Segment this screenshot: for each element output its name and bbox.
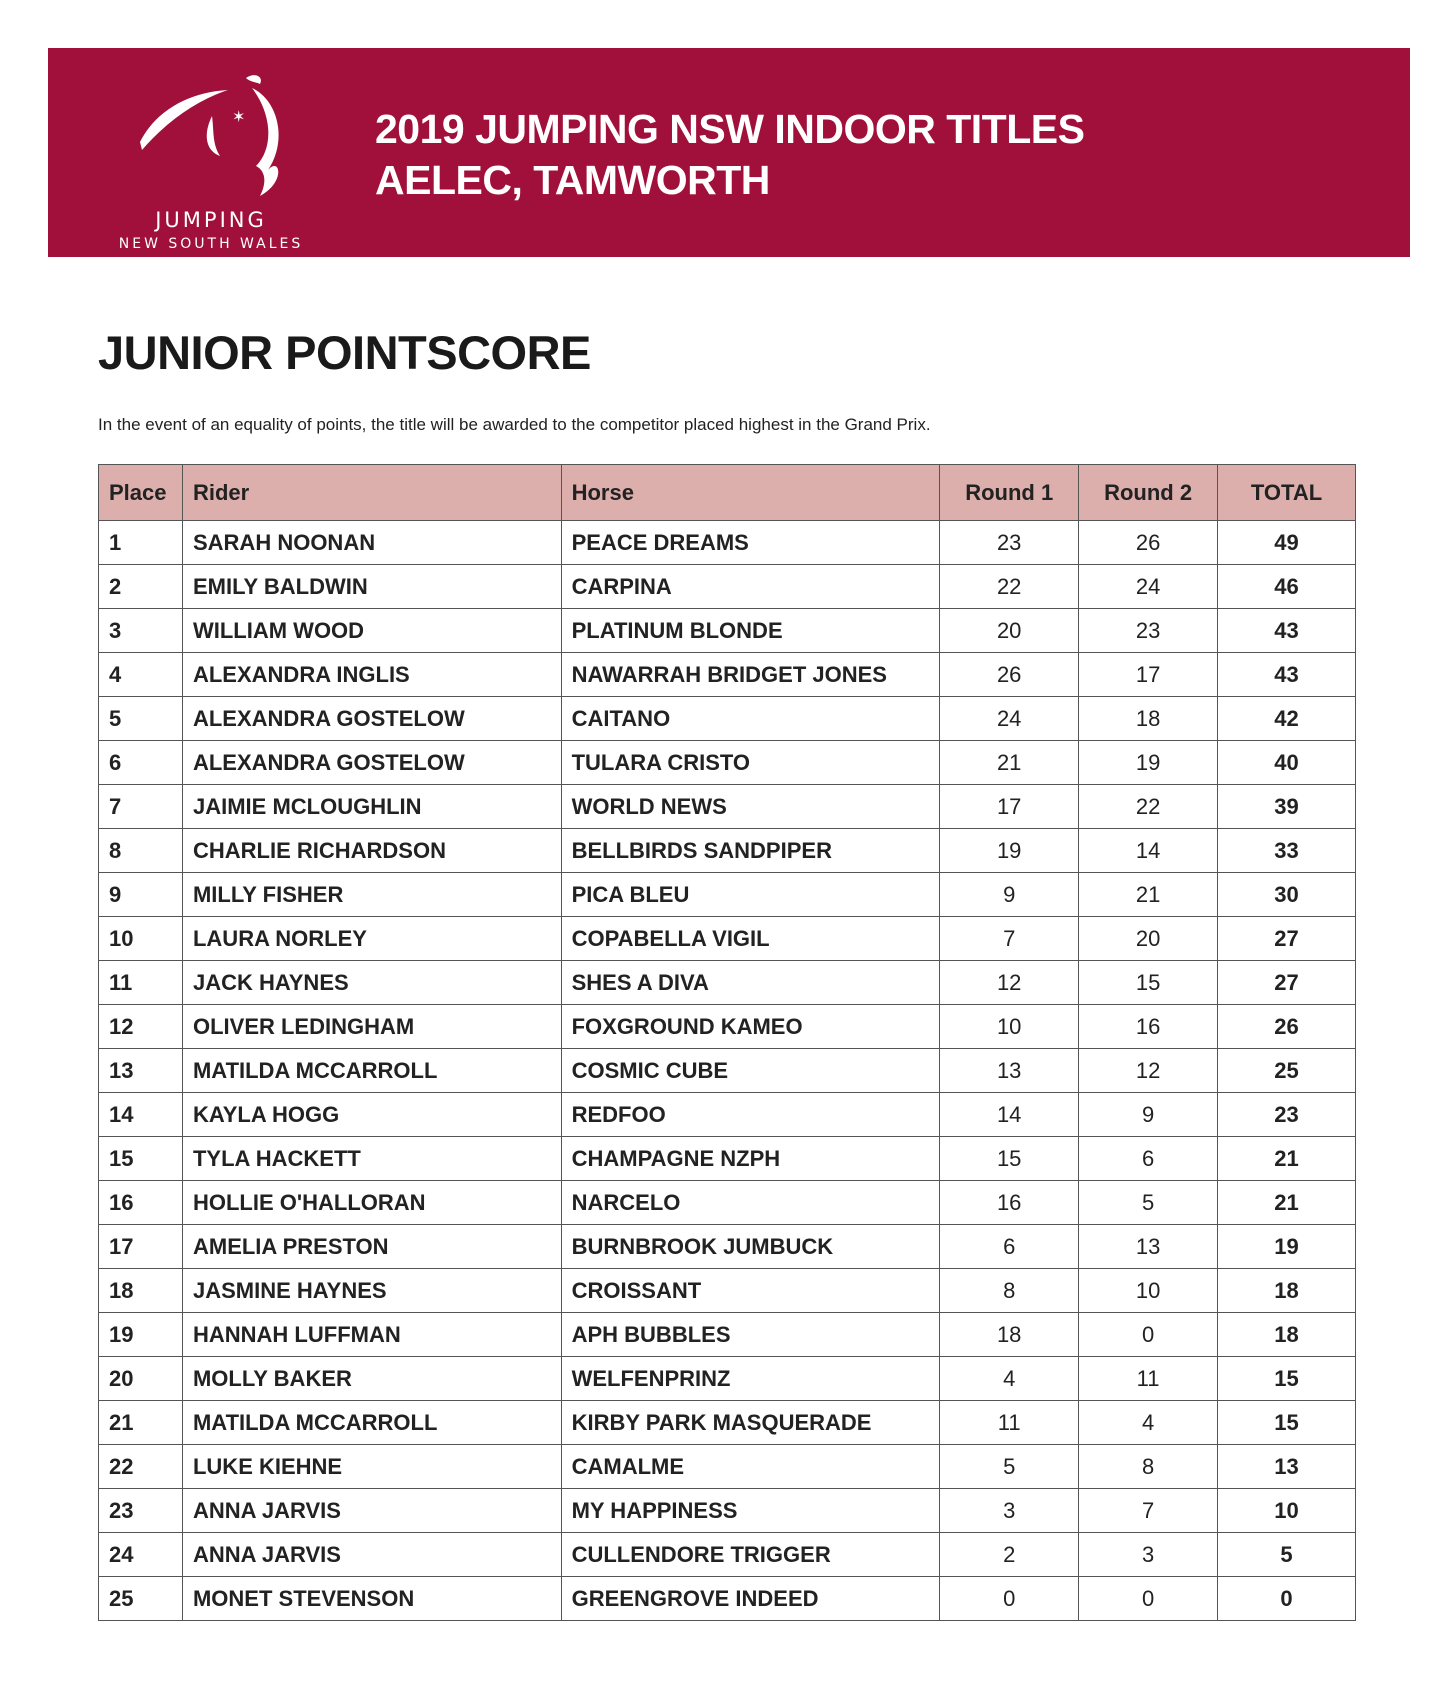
place-cell: 23 [99, 1489, 183, 1533]
round-1-cell: 13 [940, 1049, 1079, 1093]
logo-word-nsw: NEW SOUTH WALES [118, 236, 304, 252]
total-cell: 5 [1218, 1533, 1356, 1577]
table-row [99, 1445, 1356, 1489]
place-cell: 5 [99, 697, 183, 741]
rider-cell: MOLLY BAKER [182, 1357, 561, 1401]
round-2-cell: 17 [1079, 653, 1218, 697]
horse-cell: COSMIC CUBE [561, 1049, 940, 1093]
round-1-cell: 15 [940, 1137, 1079, 1181]
round-1-cell: 7 [940, 917, 1079, 961]
place-cell: 10 [99, 917, 183, 961]
horse-cell: GREENGROVE INDEED [561, 1577, 940, 1621]
total-cell: 18 [1218, 1313, 1356, 1357]
rider-cell: HOLLIE O'HALLORAN [182, 1181, 561, 1225]
place-cell: 12 [99, 1005, 183, 1049]
total-cell: 25 [1218, 1049, 1356, 1093]
place-cell: 19 [99, 1313, 183, 1357]
table-header-row [99, 465, 1356, 521]
rider-cell: KAYLA HOGG [182, 1093, 561, 1137]
horse-cell: TULARA CRISTO [561, 741, 940, 785]
table-row [99, 741, 1356, 785]
rider-cell: JAIMIE MCLOUGHLIN [182, 785, 561, 829]
round-2-cell: 20 [1079, 917, 1218, 961]
horse-cell: REDFOO [561, 1093, 940, 1137]
table-row [99, 1225, 1356, 1269]
round-1-cell: 21 [940, 741, 1079, 785]
total-cell: 43 [1218, 609, 1356, 653]
table-row [99, 785, 1356, 829]
round-2-cell: 5 [1079, 1181, 1218, 1225]
round-1-cell: 3 [940, 1489, 1079, 1533]
round-1-cell: 20 [940, 609, 1079, 653]
total-cell: 49 [1218, 521, 1356, 565]
total-cell: 39 [1218, 785, 1356, 829]
table-row [99, 1269, 1356, 1313]
horse-cell: WORLD NEWS [561, 785, 940, 829]
round-1-cell: 11 [940, 1401, 1079, 1445]
round-2-cell: 0 [1079, 1577, 1218, 1621]
total-cell: 27 [1218, 917, 1356, 961]
horse-cell: KIRBY PARK MASQUERADE [561, 1401, 940, 1445]
round-2-cell: 16 [1079, 1005, 1218, 1049]
round-2-cell: 7 [1079, 1489, 1218, 1533]
horse-cell: FOXGROUND KAMEO [561, 1005, 940, 1049]
place-cell: 21 [99, 1401, 183, 1445]
round-1-cell: 14 [940, 1093, 1079, 1137]
rider-cell: MATILDA MCCARROLL [182, 1049, 561, 1093]
place-cell: 13 [99, 1049, 183, 1093]
place-cell: 25 [99, 1577, 183, 1621]
round-1-cell: 22 [940, 565, 1079, 609]
horse-cell: NARCELO [561, 1181, 940, 1225]
total-cell: 33 [1218, 829, 1356, 873]
results-table [98, 464, 1356, 1621]
round-1-cell: 4 [940, 1357, 1079, 1401]
horse-cell: SHES A DIVA [561, 961, 940, 1005]
rider-cell: SARAH NOONAN [182, 521, 561, 565]
table-row [99, 1533, 1356, 1577]
round-1-cell: 16 [940, 1181, 1079, 1225]
table-row [99, 1401, 1356, 1445]
place-cell: 14 [99, 1093, 183, 1137]
round-1-cell: 23 [940, 521, 1079, 565]
horse-cell: COPABELLA VIGIL [561, 917, 940, 961]
total-cell: 15 [1218, 1401, 1356, 1445]
round-1-cell: 17 [940, 785, 1079, 829]
total-cell: 42 [1218, 697, 1356, 741]
place-cell: 15 [99, 1137, 183, 1181]
round-1-cell: 5 [940, 1445, 1079, 1489]
total-cell: 23 [1218, 1093, 1356, 1137]
logo-word-jumping: JUMPING [155, 208, 267, 232]
round-2-cell: 6 [1079, 1137, 1218, 1181]
horse-cell: PLATINUM BLONDE [561, 609, 940, 653]
rider-cell: LUKE KIEHNE [182, 1445, 561, 1489]
table-row [99, 1093, 1356, 1137]
place-cell: 3 [99, 609, 183, 653]
page-title: JUNIOR POINTSCORE [98, 326, 591, 379]
table-row [99, 1357, 1356, 1401]
table-row [99, 873, 1356, 917]
place-cell: 1 [99, 521, 183, 565]
horse-head-logo-icon [128, 70, 298, 205]
column-header-round-1: Round 1 [940, 465, 1079, 521]
place-cell: 22 [99, 1445, 183, 1489]
rider-cell: LAURA NORLEY [182, 917, 561, 961]
round-2-cell: 22 [1079, 785, 1218, 829]
results-table-body [99, 521, 1356, 1621]
table-row [99, 829, 1356, 873]
place-cell: 20 [99, 1357, 183, 1401]
round-2-cell: 18 [1079, 697, 1218, 741]
total-cell: 19 [1218, 1225, 1356, 1269]
place-cell: 8 [99, 829, 183, 873]
rider-cell: ALEXANDRA INGLIS [182, 653, 561, 697]
horse-cell: CARPINA [561, 565, 940, 609]
round-2-cell: 8 [1079, 1445, 1218, 1489]
total-cell: 26 [1218, 1005, 1356, 1049]
total-cell: 27 [1218, 961, 1356, 1005]
round-2-cell: 3 [1079, 1533, 1218, 1577]
round-2-cell: 21 [1079, 873, 1218, 917]
round-1-cell: 2 [940, 1533, 1079, 1577]
table-row [99, 1005, 1356, 1049]
table-row [99, 1181, 1356, 1225]
table-row [99, 697, 1356, 741]
round-1-cell: 10 [940, 1005, 1079, 1049]
round-2-cell: 12 [1079, 1049, 1218, 1093]
column-header-place: Place [99, 465, 183, 521]
total-cell: 18 [1218, 1269, 1356, 1313]
place-cell: 2 [99, 565, 183, 609]
round-1-cell: 12 [940, 961, 1079, 1005]
tie-break-note: In the event of an equality of points, the title will be awarded to the competitor placed highest in the Grand Prix. [98, 415, 931, 434]
rider-cell: MILLY FISHER [182, 873, 561, 917]
total-cell: 46 [1218, 565, 1356, 609]
total-cell: 0 [1218, 1577, 1356, 1621]
event-title [375, 104, 1084, 206]
column-header-rider: Rider [182, 465, 561, 521]
round-1-cell: 9 [940, 873, 1079, 917]
rider-cell: ALEXANDRA GOSTELOW [182, 741, 561, 785]
jumping-nsw-logo [106, 70, 316, 252]
event-title-line-1: 2019 JUMPING NSW INDOOR TITLES [375, 106, 1085, 152]
event-title-line-2: AELEC, TAMWORTH [375, 157, 770, 203]
rider-cell: JASMINE HAYNES [182, 1269, 561, 1313]
horse-cell: CHAMPAGNE NZPH [561, 1137, 940, 1181]
round-2-cell: 15 [1079, 961, 1218, 1005]
place-cell: 7 [99, 785, 183, 829]
column-header-total: TOTAL [1218, 465, 1356, 521]
round-2-cell: 9 [1079, 1093, 1218, 1137]
place-cell: 9 [99, 873, 183, 917]
round-2-cell: 19 [1079, 741, 1218, 785]
place-cell: 6 [99, 741, 183, 785]
rider-cell: EMILY BALDWIN [182, 565, 561, 609]
round-1-cell: 6 [940, 1225, 1079, 1269]
horse-cell: APH BUBBLES [561, 1313, 940, 1357]
horse-cell: CULLENDORE TRIGGER [561, 1533, 940, 1577]
table-row [99, 653, 1356, 697]
round-1-cell: 24 [940, 697, 1079, 741]
horse-cell: BELLBIRDS SANDPIPER [561, 829, 940, 873]
rider-cell: OLIVER LEDINGHAM [182, 1005, 561, 1049]
table-row [99, 1577, 1356, 1621]
place-cell: 4 [99, 653, 183, 697]
total-cell: 43 [1218, 653, 1356, 697]
table-row [99, 609, 1356, 653]
rider-cell: HANNAH LUFFMAN [182, 1313, 561, 1357]
table-row [99, 1137, 1356, 1181]
total-cell: 30 [1218, 873, 1356, 917]
horse-cell: WELFENPRINZ [561, 1357, 940, 1401]
round-2-cell: 10 [1079, 1269, 1218, 1313]
table-row [99, 1313, 1356, 1357]
place-cell: 11 [99, 961, 183, 1005]
table-row [99, 521, 1356, 565]
round-1-cell: 0 [940, 1577, 1079, 1621]
round-2-cell: 0 [1079, 1313, 1218, 1357]
round-2-cell: 11 [1079, 1357, 1218, 1401]
horse-cell: BURNBROOK JUMBUCK [561, 1225, 940, 1269]
place-cell: 16 [99, 1181, 183, 1225]
round-1-cell: 18 [940, 1313, 1079, 1357]
table-row [99, 961, 1356, 1005]
horse-cell: MY HAPPINESS [561, 1489, 940, 1533]
rider-cell: WILLIAM WOOD [182, 609, 561, 653]
header-banner [48, 48, 1410, 257]
rider-cell: ALEXANDRA GOSTELOW [182, 697, 561, 741]
round-2-cell: 13 [1079, 1225, 1218, 1269]
horse-cell: CAMALME [561, 1445, 940, 1489]
column-header-round-2: Round 2 [1079, 465, 1218, 521]
round-1-cell: 19 [940, 829, 1079, 873]
round-1-cell: 8 [940, 1269, 1079, 1313]
rider-cell: AMELIA PRESTON [182, 1225, 561, 1269]
table-row [99, 565, 1356, 609]
rider-cell: CHARLIE RICHARDSON [182, 829, 561, 873]
total-cell: 21 [1218, 1181, 1356, 1225]
total-cell: 10 [1218, 1489, 1356, 1533]
place-cell: 24 [99, 1533, 183, 1577]
table-row [99, 917, 1356, 961]
horse-cell: CAITANO [561, 697, 940, 741]
round-2-cell: 24 [1079, 565, 1218, 609]
total-cell: 15 [1218, 1357, 1356, 1401]
round-1-cell: 26 [940, 653, 1079, 697]
rider-cell: TYLA HACKETT [182, 1137, 561, 1181]
table-row [99, 1489, 1356, 1533]
round-2-cell: 14 [1079, 829, 1218, 873]
round-2-cell: 23 [1079, 609, 1218, 653]
horse-cell: PICA BLEU [561, 873, 940, 917]
rider-cell: MATILDA MCCARROLL [182, 1401, 561, 1445]
place-cell: 17 [99, 1225, 183, 1269]
horse-cell: NAWARRAH BRIDGET JONES [561, 653, 940, 697]
rider-cell: MONET STEVENSON [182, 1577, 561, 1621]
rider-cell: ANNA JARVIS [182, 1489, 561, 1533]
rider-cell: JACK HAYNES [182, 961, 561, 1005]
column-header-horse: Horse [561, 465, 940, 521]
horse-cell: CROISSANT [561, 1269, 940, 1313]
table-row [99, 1049, 1356, 1093]
horse-cell: PEACE DREAMS [561, 521, 940, 565]
total-cell: 40 [1218, 741, 1356, 785]
round-2-cell: 4 [1079, 1401, 1218, 1445]
rider-cell: ANNA JARVIS [182, 1533, 561, 1577]
svg-text:✶: ✶ [232, 107, 246, 126]
place-cell: 18 [99, 1269, 183, 1313]
total-cell: 21 [1218, 1137, 1356, 1181]
total-cell: 13 [1218, 1445, 1356, 1489]
round-2-cell: 26 [1079, 521, 1218, 565]
